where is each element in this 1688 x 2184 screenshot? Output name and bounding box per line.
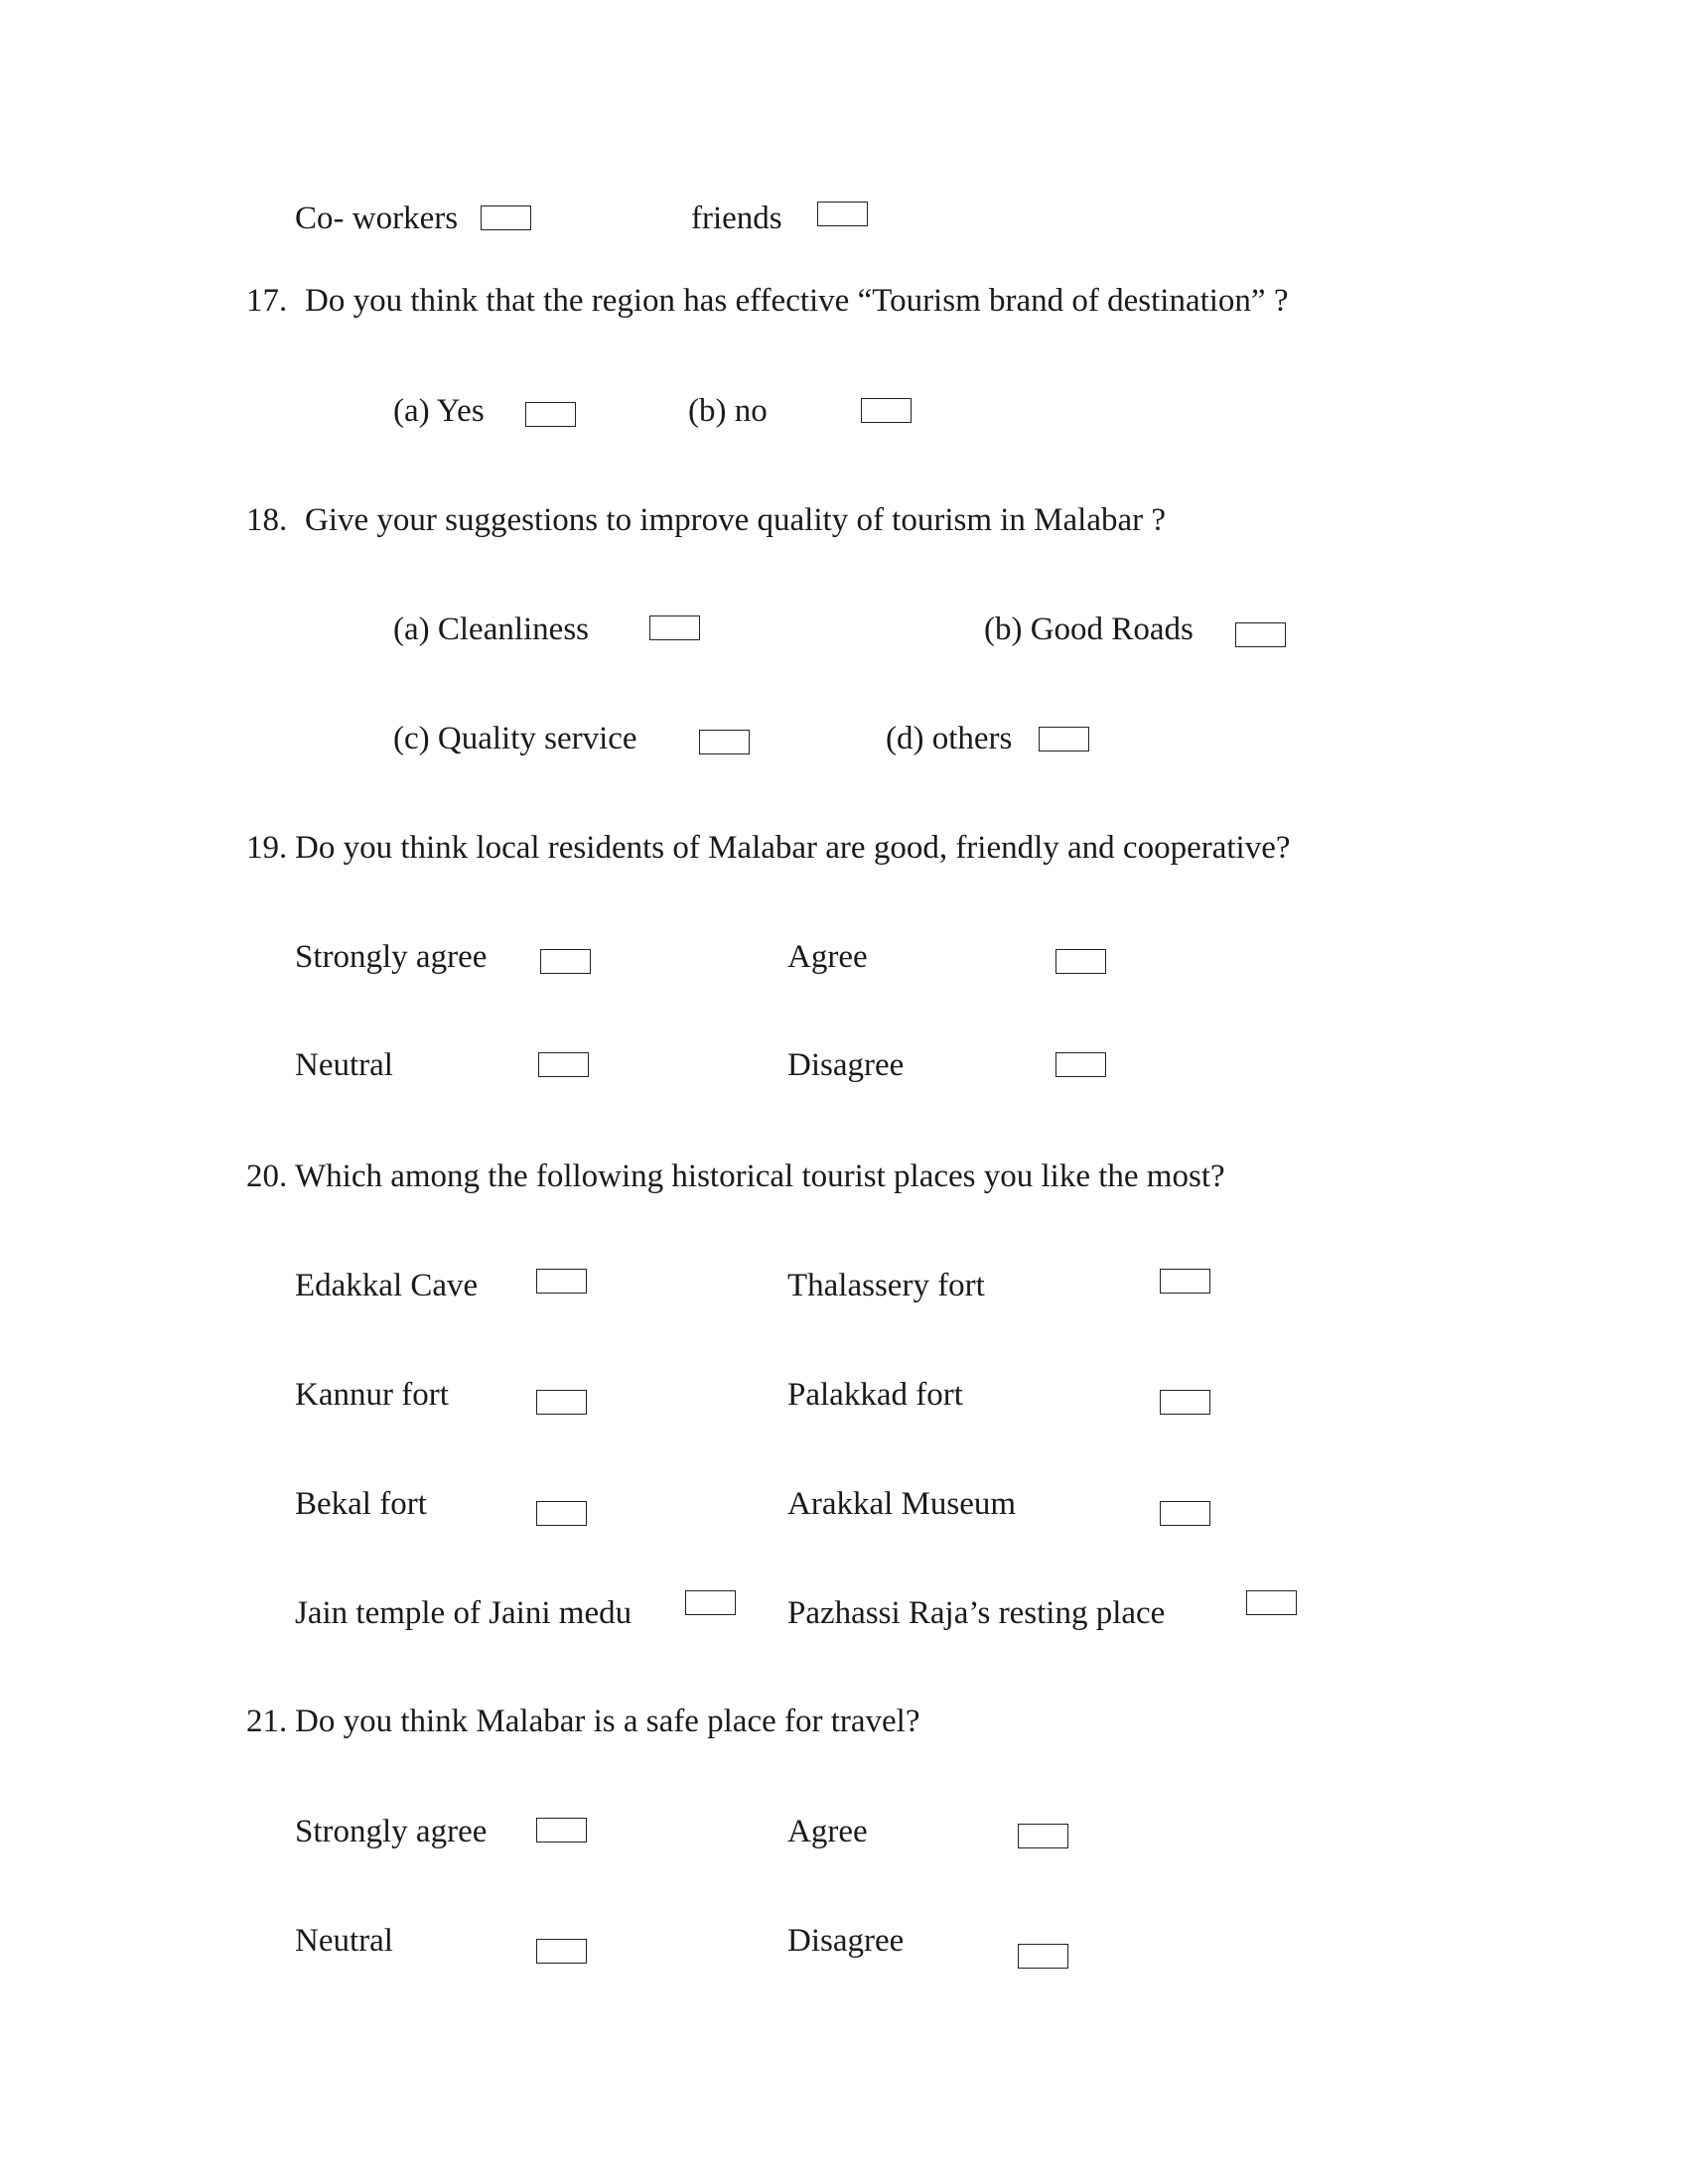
question-number-20: 20. bbox=[246, 1159, 288, 1194]
option-label-thalassery-fort: Thalassery fort bbox=[787, 1268, 985, 1303]
option-label-q21-neutral: Neutral bbox=[295, 1923, 393, 1959]
question-number-17: 17. bbox=[246, 283, 288, 319]
option-label-edakkal-cave: Edakkal Cave bbox=[295, 1268, 479, 1303]
option-label-yes: (a) Yes bbox=[393, 393, 485, 429]
checkbox-pazhassi-raja[interactable] bbox=[1246, 1590, 1297, 1615]
question-text-18: Give your suggestions to improve quality of tourism in Malabar ? bbox=[305, 502, 1167, 538]
question-number-21: 21. bbox=[246, 1704, 288, 1739]
checkbox-arakkal-museum[interactable] bbox=[1160, 1501, 1210, 1526]
option-label-q19-strongly-agree: Strongly agree bbox=[295, 939, 488, 975]
option-label-q21-strongly-agree: Strongly agree bbox=[295, 1814, 488, 1849]
question-text-17: Do you think that the region has effective “Tourism brand of destination” ? bbox=[305, 283, 1289, 319]
checkbox-palakkad-fort[interactable] bbox=[1160, 1390, 1210, 1415]
option-label-quality-service: (c) Quality service bbox=[393, 721, 637, 756]
checkbox-q21-neutral[interactable] bbox=[536, 1939, 587, 1964]
question-text-20: Which among the following historical tourist places you like the most? bbox=[295, 1159, 1225, 1194]
checkbox-good-roads[interactable] bbox=[1235, 622, 1286, 647]
checkbox-q19-neutral[interactable] bbox=[538, 1052, 589, 1077]
checkbox-others[interactable] bbox=[1039, 727, 1089, 751]
option-label-good-roads: (b) Good Roads bbox=[984, 612, 1194, 647]
option-label-arakkal-museum: Arakkal Museum bbox=[787, 1486, 1017, 1522]
option-label-cleanliness: (a) Cleanliness bbox=[393, 612, 590, 647]
option-label-q19-agree: Agree bbox=[787, 939, 868, 975]
question-number-18: 18. bbox=[246, 502, 288, 538]
checkbox-q19-strongly-agree[interactable] bbox=[540, 949, 591, 974]
checkbox-no[interactable] bbox=[861, 398, 912, 423]
question-number-19: 19. bbox=[246, 830, 288, 866]
checkbox-q21-agree[interactable] bbox=[1018, 1824, 1068, 1848]
checkbox-quality-service[interactable] bbox=[699, 730, 750, 754]
checkbox-edakkal-cave[interactable] bbox=[536, 1269, 587, 1294]
checkbox-jain-temple[interactable] bbox=[685, 1590, 736, 1615]
checkbox-cleanliness[interactable] bbox=[649, 615, 700, 640]
option-label-pazhassi-raja: Pazhassi Raja’s resting place bbox=[787, 1595, 1166, 1631]
checkbox-friends[interactable] bbox=[817, 202, 868, 226]
checkbox-thalassery-fort[interactable] bbox=[1160, 1269, 1210, 1294]
option-label-no: (b) no bbox=[688, 393, 768, 429]
checkbox-kannur-fort[interactable] bbox=[536, 1390, 587, 1415]
checkbox-yes[interactable] bbox=[525, 402, 576, 427]
option-label-others: (d) others bbox=[886, 721, 1013, 756]
checkbox-q19-agree[interactable] bbox=[1055, 949, 1106, 974]
option-label-bekal-fort: Bekal fort bbox=[295, 1486, 427, 1522]
checkbox-q21-strongly-agree[interactable] bbox=[536, 1818, 587, 1843]
option-label-q21-disagree: Disagree bbox=[787, 1923, 905, 1959]
checkbox-co-workers[interactable] bbox=[481, 205, 531, 230]
option-label-co-workers: Co- workers bbox=[295, 201, 459, 236]
option-label-q19-neutral: Neutral bbox=[295, 1047, 393, 1083]
checkbox-bekal-fort[interactable] bbox=[536, 1501, 587, 1526]
option-label-q19-disagree: Disagree bbox=[787, 1047, 905, 1083]
option-label-palakkad-fort: Palakkad fort bbox=[787, 1377, 963, 1413]
option-label-jain-temple: Jain temple of Jaini medu bbox=[295, 1595, 633, 1631]
question-text-19: Do you think local residents of Malabar are good, friendly and cooperative? bbox=[295, 830, 1291, 866]
checkbox-q19-disagree[interactable] bbox=[1055, 1052, 1106, 1077]
checkbox-q21-disagree[interactable] bbox=[1018, 1944, 1068, 1969]
option-label-friends: friends bbox=[691, 201, 782, 236]
question-text-21: Do you think Malabar is a safe place for travel? bbox=[295, 1704, 920, 1739]
option-label-q21-agree: Agree bbox=[787, 1814, 868, 1849]
option-label-kannur-fort: Kannur fort bbox=[295, 1377, 449, 1413]
